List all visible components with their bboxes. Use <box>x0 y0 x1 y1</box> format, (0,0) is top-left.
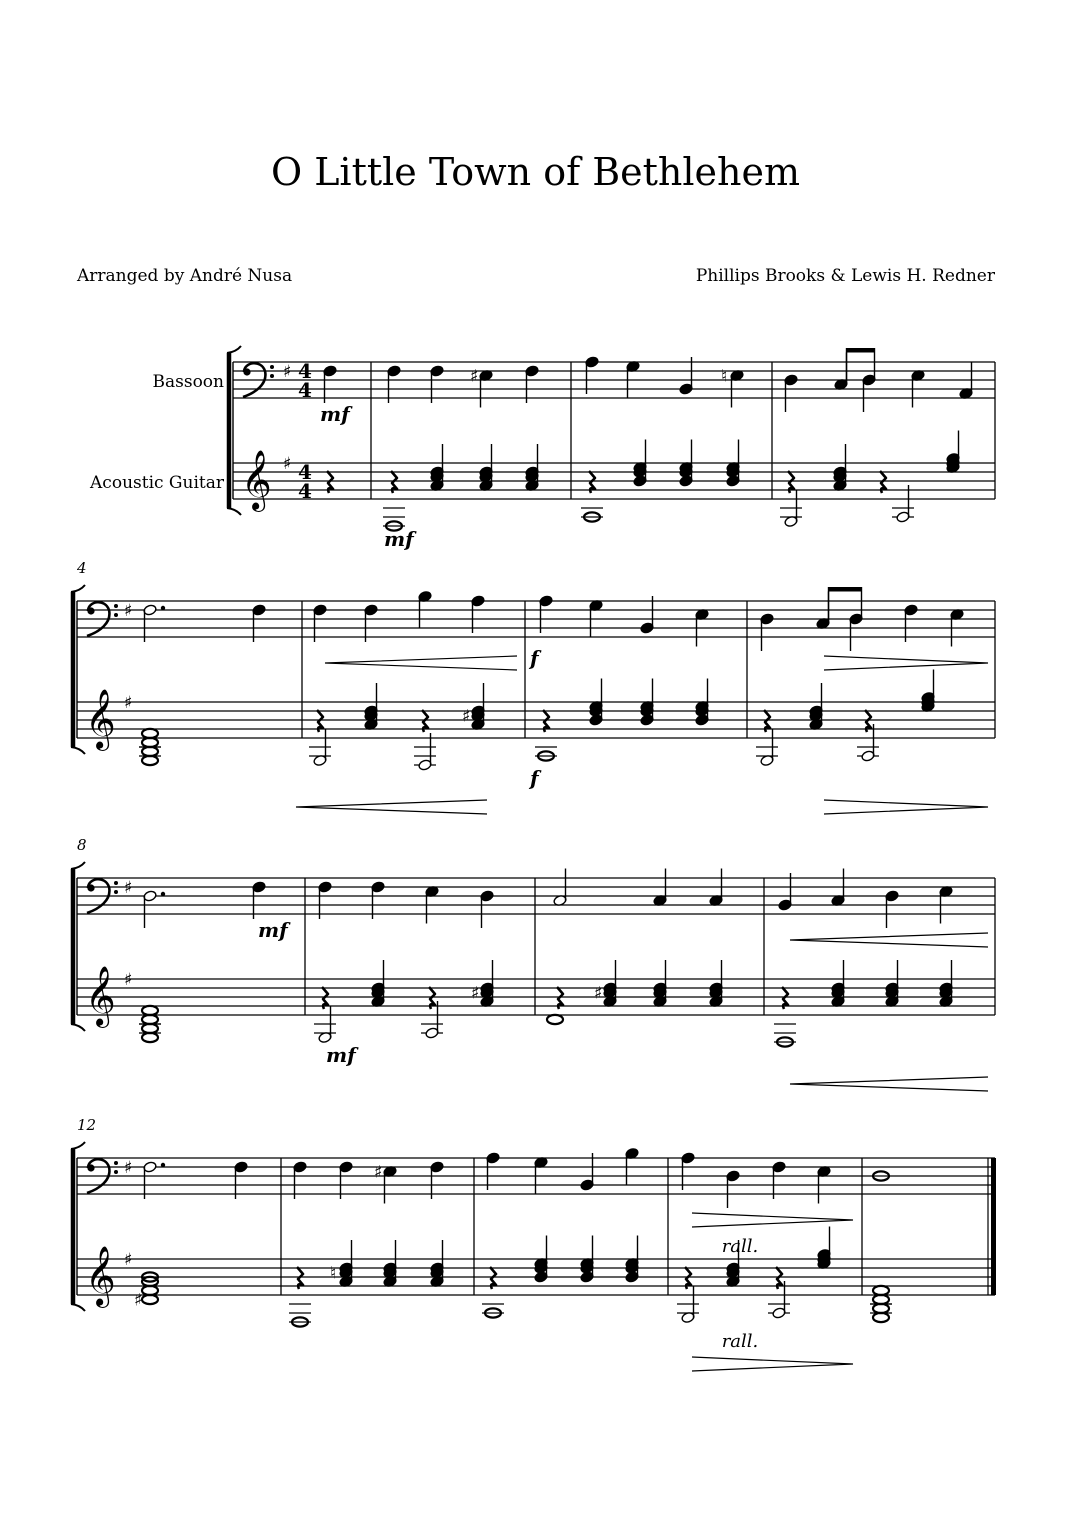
bracket-top <box>71 585 85 592</box>
bracket-top <box>71 1142 85 1149</box>
key-signature-sharp: ♯ <box>124 601 133 621</box>
guitar-staff <box>77 979 995 1015</box>
natural-accidental: ♮ <box>721 366 728 387</box>
bassoon-staff <box>77 878 995 914</box>
bracket-top <box>227 346 241 353</box>
treble-clef: 𝄞 <box>241 450 272 510</box>
sharp-accidental: ♯ <box>594 983 603 1004</box>
key-signature-sharp: ♯ <box>124 970 133 990</box>
crescendo-hairpin <box>296 800 487 814</box>
eighth-beam <box>846 348 875 353</box>
augmentation-dot <box>161 1163 165 1167</box>
sharp-accidental: ♯ <box>471 983 480 1004</box>
time-signature-top: 4 <box>298 460 312 484</box>
final-barline-thick <box>991 1158 996 1295</box>
key-signature-sharp: ♯ <box>124 878 133 898</box>
diminuendo-hairpin <box>692 1357 853 1371</box>
note-head <box>142 1033 158 1042</box>
note-head <box>142 1295 158 1304</box>
note-head <box>873 1295 889 1304</box>
sharp-accidental: ♯ <box>134 1290 143 1311</box>
rallentando-text: rall. <box>721 1331 759 1352</box>
sharp-accidental: ♯ <box>470 366 479 387</box>
key-signature-sharp: ♯ <box>124 1250 133 1270</box>
crescendo-hairpin <box>325 656 517 670</box>
page-title: O Little Town of Bethlehem <box>270 150 801 194</box>
crescendo-hairpin <box>790 1077 988 1091</box>
bracket-bottom <box>71 1024 85 1031</box>
key-signature-sharp: ♯ <box>283 362 292 382</box>
diminuendo-hairpin <box>824 800 988 814</box>
bassoon-staff <box>233 362 995 398</box>
bracket-bottom <box>71 1304 85 1311</box>
measure-number: 4 <box>77 559 87 577</box>
measure-number: 8 <box>77 836 87 854</box>
note-head <box>142 1015 158 1024</box>
key-signature-sharp: ♯ <box>124 1158 133 1178</box>
treble-clef: 𝄞 <box>85 966 116 1026</box>
diminuendo-hairpin <box>692 1213 853 1227</box>
note-head <box>142 747 158 756</box>
note-head <box>873 1313 889 1322</box>
augmentation-dot <box>161 606 165 610</box>
note-head <box>142 729 158 738</box>
key-signature-sharp: ♯ <box>283 454 292 474</box>
treble-clef: 𝄞 <box>85 689 116 749</box>
dynamic-marking: mf <box>384 527 414 551</box>
note-head <box>873 1286 889 1295</box>
natural-accidental: ♮ <box>330 1263 337 1284</box>
note-head <box>142 1006 158 1015</box>
guitar-staff <box>77 702 995 738</box>
measure-number: 12 <box>77 1116 97 1134</box>
dynamic-marking: f <box>530 766 539 790</box>
bracket-bottom <box>227 508 241 515</box>
rallentando-text: rall. <box>721 1236 759 1257</box>
note-head <box>547 1015 563 1024</box>
eighth-beam <box>828 587 862 592</box>
augmentation-dot <box>161 892 165 896</box>
bracket-top <box>71 862 85 869</box>
time-signature-bottom: 4 <box>298 378 312 402</box>
arranger-credit: Arranged by André Nusa <box>77 266 293 286</box>
composer-credit: Phillips Brooks & Lewis H. Redner <box>695 266 995 286</box>
time-signature-bottom: 4 <box>298 479 312 503</box>
bracket-bottom <box>71 747 85 754</box>
treble-clef: 𝄞 <box>85 1246 116 1306</box>
note-head <box>142 738 158 747</box>
note-head <box>873 1304 889 1313</box>
instrument-name-guitar: Acoustic Guitar <box>90 473 224 493</box>
note-head <box>142 756 158 765</box>
instrument-name-bassoon: Bassoon <box>152 372 224 392</box>
key-signature-sharp: ♯ <box>124 693 133 713</box>
diminuendo-hairpin <box>824 656 988 670</box>
dynamic-marking: mf <box>326 1043 356 1067</box>
guitar-staff <box>233 463 995 499</box>
note-head <box>142 1286 158 1295</box>
time-signature-top: 4 <box>298 359 312 383</box>
dynamic-marking: f <box>530 646 539 670</box>
sharp-accidental: ♯ <box>462 706 471 727</box>
dynamic-marking: mf <box>258 918 288 942</box>
dynamic-marking: mf <box>320 402 350 426</box>
note-head <box>142 1024 158 1033</box>
crescendo-hairpin <box>790 933 988 947</box>
sharp-accidental: ♯ <box>374 1162 383 1183</box>
